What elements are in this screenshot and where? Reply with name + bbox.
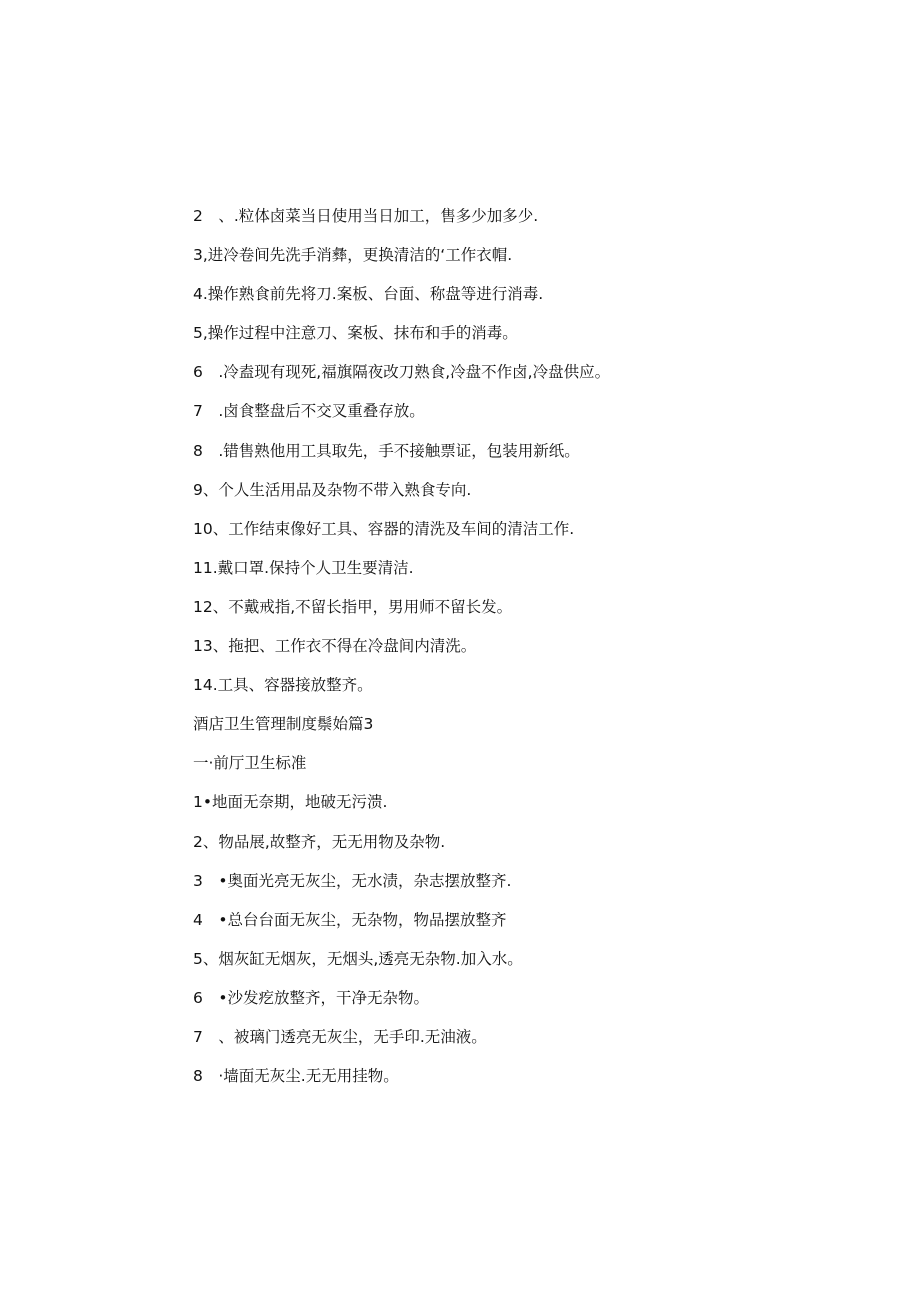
subsection-heading: 一·前厅卫生标准 [193,754,307,773]
text-line: 5,操作过程中注意刀、案板、抹布和手的消毒。 [193,324,518,343]
text-line: 8 ·墙面无灰尘.无无用挂物。 [193,1067,399,1086]
text-line: 11.戴口罩.保持个人卫生要清洁. [193,558,414,577]
text-line: 14.工具、容器接放整齐。 [193,676,373,695]
text-line: 3,进冷卷间先洗手消彝，更换清洁的‘工作衣帽. [193,246,513,265]
text-line: 1•地面无奈期，地破无污溃. [193,793,388,812]
text-line: 2、物品展,故整齐，无无用物及杂物. [193,832,446,851]
text-line: 8 .错售熟他用工具取先，手不接触票证，包装用新纸。 [193,441,580,460]
text-line: 7 、被璃门透亮无灰尘，无手印.无油液。 [193,1027,487,1046]
text-line: 6 •沙发疙放整齐，干净无杂物。 [193,988,430,1007]
text-line: 4 •总台台面无灰尘，无杂物，物品摆放整齐 [193,910,507,929]
text-line: 6 .冷盍现有现死,福旗隔夜改刀熟食,冷盘不作卤,冷盘供应。 [193,363,611,382]
text-line: 2 、.粒体卤菜当日使用当日加工，售多少加多少. [193,207,539,225]
text-line: 4.操作熟食前先将刀.案板、台面、称盘等进行消毒. [193,285,544,304]
document-body [193,202,833,1101]
text-line: 3 •奥面光亮无灰尘，无水渍，杂志摆放整齐. [193,871,512,890]
text-line: 12、不戴戒指,不留长指甲，男用师不留长发。 [193,597,513,616]
text-line: 13、拖把、工作衣不得在冷盘间内清洗。 [193,637,477,656]
text-line: 10、工作结束像好工具、容器的清洗及车间的清洁工作. [193,519,575,538]
text-line: 5、烟灰缸无烟灰，无烟头,透亮无杂物.加入水。 [193,949,523,968]
text-line: 9、个人生活用品及杂物不带入熟食专向. [193,480,472,499]
section-heading: 酒店卫生管理制度鬃始篇3 [193,715,374,734]
text-line: 7 .卤食整盘后不交叉重叠存放。 [193,402,425,421]
